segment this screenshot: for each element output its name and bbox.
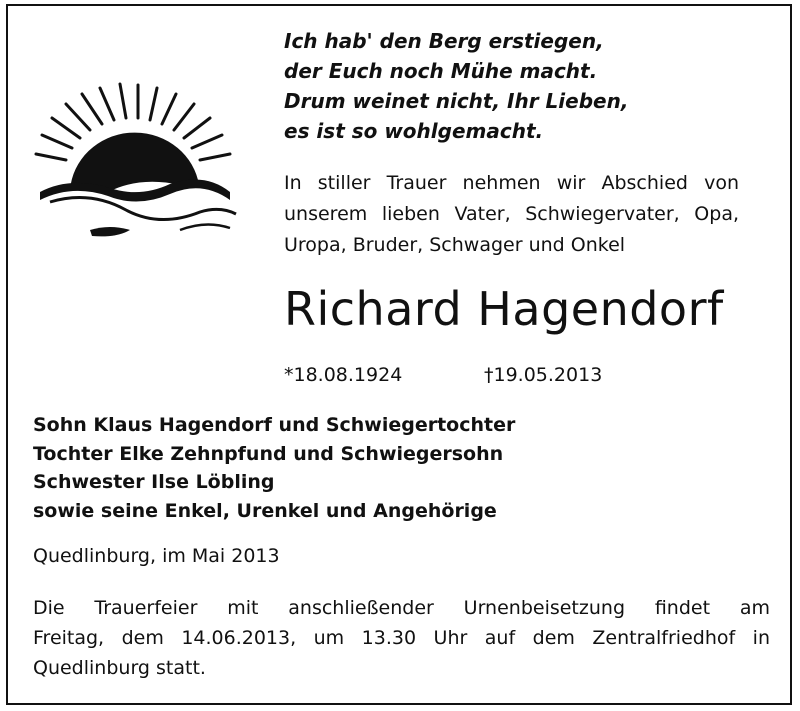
mourner-line: Schwester Ilse Löbling [33, 471, 275, 493]
poem-line: Drum weinet nicht, Ihr Lieben, [284, 89, 629, 113]
deceased-name: Richard Hagendorf [284, 282, 724, 336]
sunset-over-hills-icon [30, 80, 245, 250]
intro-line: unserem lieben Vater, Schwiegervater, Opa, [284, 203, 739, 225]
poem [284, 26, 744, 146]
birth-date: *18.08.1924 [284, 364, 403, 386]
place-and-date: Quedlinburg, im Mai 2013 [33, 545, 280, 567]
intro-line: Uropa, Bruder, Schwager und Onkel [284, 234, 626, 256]
mourner-line: Tochter Elke Zehnpfund und Schwiegersohn [33, 442, 504, 465]
funeral-line: Freitag, dem 14.06.2013, um 13.30 Uhr auf dem Zentralfriedhof in [33, 627, 770, 649]
mourner-line: Sohn Klaus Hagendorf und Schwiegertochter [33, 414, 516, 436]
funeral-info [33, 593, 770, 683]
poem-line: Ich hab' den Berg erstiegen, [284, 29, 604, 53]
funeral-line: Die Trauerfeier mit anschließender Urnenbeisetzung findet am [33, 597, 770, 619]
mourners-list [33, 411, 753, 525]
death-date: †19.05.2013 [484, 364, 603, 386]
intro-line: In stiller Trauer nehmen wir Abschied von [284, 172, 739, 194]
poem-line: der Euch noch Mühe macht. [284, 59, 598, 83]
poem-line: es ist so wohlgemacht. [284, 119, 544, 143]
mourner-line: sowie seine Enkel, Urenkel und Angehörige [33, 499, 497, 522]
life-dates [284, 364, 603, 386]
funeral-line: Quedlinburg statt. [33, 657, 206, 679]
intro-text [284, 168, 739, 261]
